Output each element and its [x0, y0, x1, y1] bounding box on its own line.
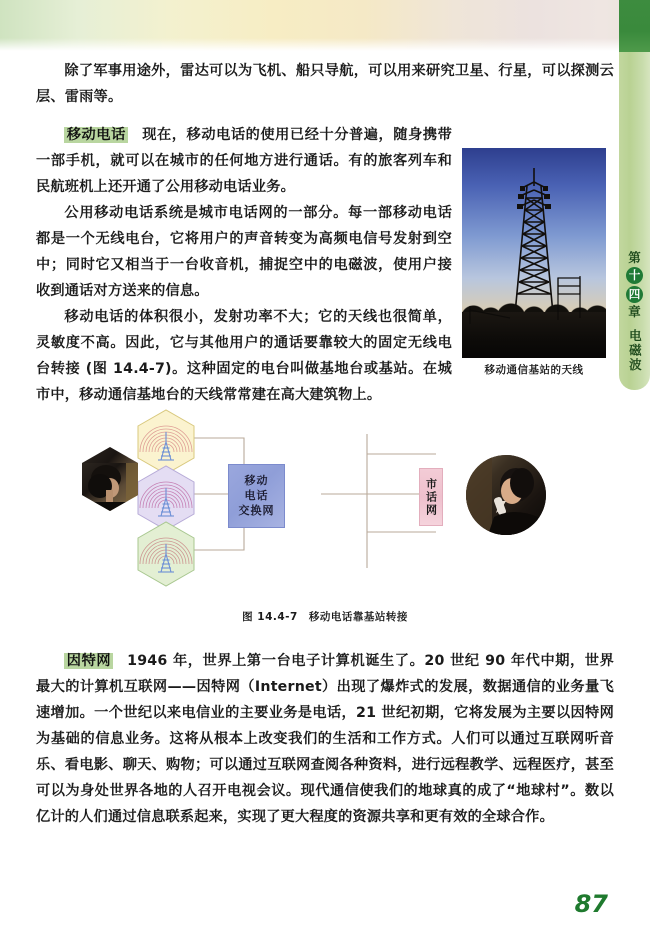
header-green-block — [619, 0, 650, 52]
switch-box-line-1: 移动 — [244, 474, 269, 488]
switch-box-line-3: 交换网 — [238, 503, 275, 517]
photo-foreground-details — [462, 148, 606, 358]
paragraph-mobile-1-text: 现在，移动电话的使用已经十分普遍，随身携带一部手机，就可以在城市的任何地方进行通话。有的旅客列车和民航班机上还开通了公用移动电话业务。 — [36, 127, 452, 195]
paragraph-block-internet — [36, 648, 614, 830]
paragraph-internet — [36, 648, 614, 830]
pstn-box-label: 市话网 — [424, 477, 438, 517]
cell-tower-photo-caption: 移动通信基站的天线 — [484, 364, 584, 376]
paragraph-mobile-2: 公用移动电话系统是城市电话网的一部分。每一部移动电话都是一个无线电台，它将用户的声音转变为高频电信号发射到空中；同时它又相当于一台收音机，捕捉空中的电磁波，使用户接收到通话对方送来的信息。 — [36, 205, 452, 299]
pstn-box — [419, 468, 443, 526]
figure-connectors — [184, 434, 436, 568]
page-number: 87 — [574, 890, 608, 918]
chapter-prefix-label: 第 — [628, 250, 641, 265]
landline-user-photo — [466, 455, 546, 535]
cell-green — [138, 522, 194, 586]
cell-hexagons — [138, 410, 194, 586]
paragraph-mobile-3: 移动电话的体积很小，发射功率不大；它的天线也很简单，灵敏度不高。因此，它与其他用户的通话要靠较大的固定无线电台转接 (图 14.4-7)。这种固定的电台叫做基地台或基站。在城市中，移动通信基地台的天线常常建在高大建筑物上。 — [36, 309, 452, 403]
cell-tower-photo — [462, 148, 606, 358]
landline-user-svg — [466, 455, 546, 535]
chapter-tab-content — [626, 251, 643, 372]
paragraph-internet-text: 1946 年，世界上第一台电子计算机诞生了。20 世纪 90 年代中期，世界最大的计算机互联网——因特网（Internet）出现了爆炸式的发展，数据通信的业务量飞速增加。一个世纪以来电信业的主要业务是电话，21 世纪初期，它将发展为主要以因特网为基础的信息业务。这将从根本上改变我们的生活和工作方式。人们可以通过互联网听音乐、看电影、聊天、购物；可以通过互联网查阅各种资料，进行远程教学、远程医疗，甚至可以为身处世界各地的人召开电视会议。现代通信使我们的地球真的成了“地球村”。数以亿计的人们通过信息联系起来，实现了更大程度的资源共享和更有效的全球合作。 — [36, 653, 614, 825]
chapter-unit-label: 章 — [628, 303, 641, 319]
header-decorative-band — [0, 0, 650, 52]
chapter-tab — [619, 52, 650, 390]
paragraph-mobile-1 — [36, 122, 452, 200]
chapter-number-badge-1: 十 — [626, 267, 643, 284]
term-internet: 因特网 — [66, 653, 112, 669]
switch-box-line-2: 电话 — [244, 489, 269, 503]
term-mobile-phone: 移动电话 — [66, 127, 126, 143]
paragraph-block-radar — [36, 58, 614, 110]
mobile-switching-network-box — [228, 464, 285, 528]
chapter-title-label: 电磁波 — [627, 328, 643, 372]
figure-caption: 图 14.4-7 移动电话靠基站转接 — [242, 611, 408, 623]
chapter-number-badge-2: 四 — [626, 286, 643, 303]
paragraph-block-mobile — [36, 122, 452, 408]
cell-yellow — [138, 410, 194, 474]
paragraph-radar: 除了军事用途外，雷达可以为飞机、船只导航，可以用来研究卫星、行星，可以探测云层、雷雨等。 — [36, 63, 614, 105]
mobile-user-photo-hex — [82, 447, 138, 514]
cell-lavender — [138, 466, 194, 530]
